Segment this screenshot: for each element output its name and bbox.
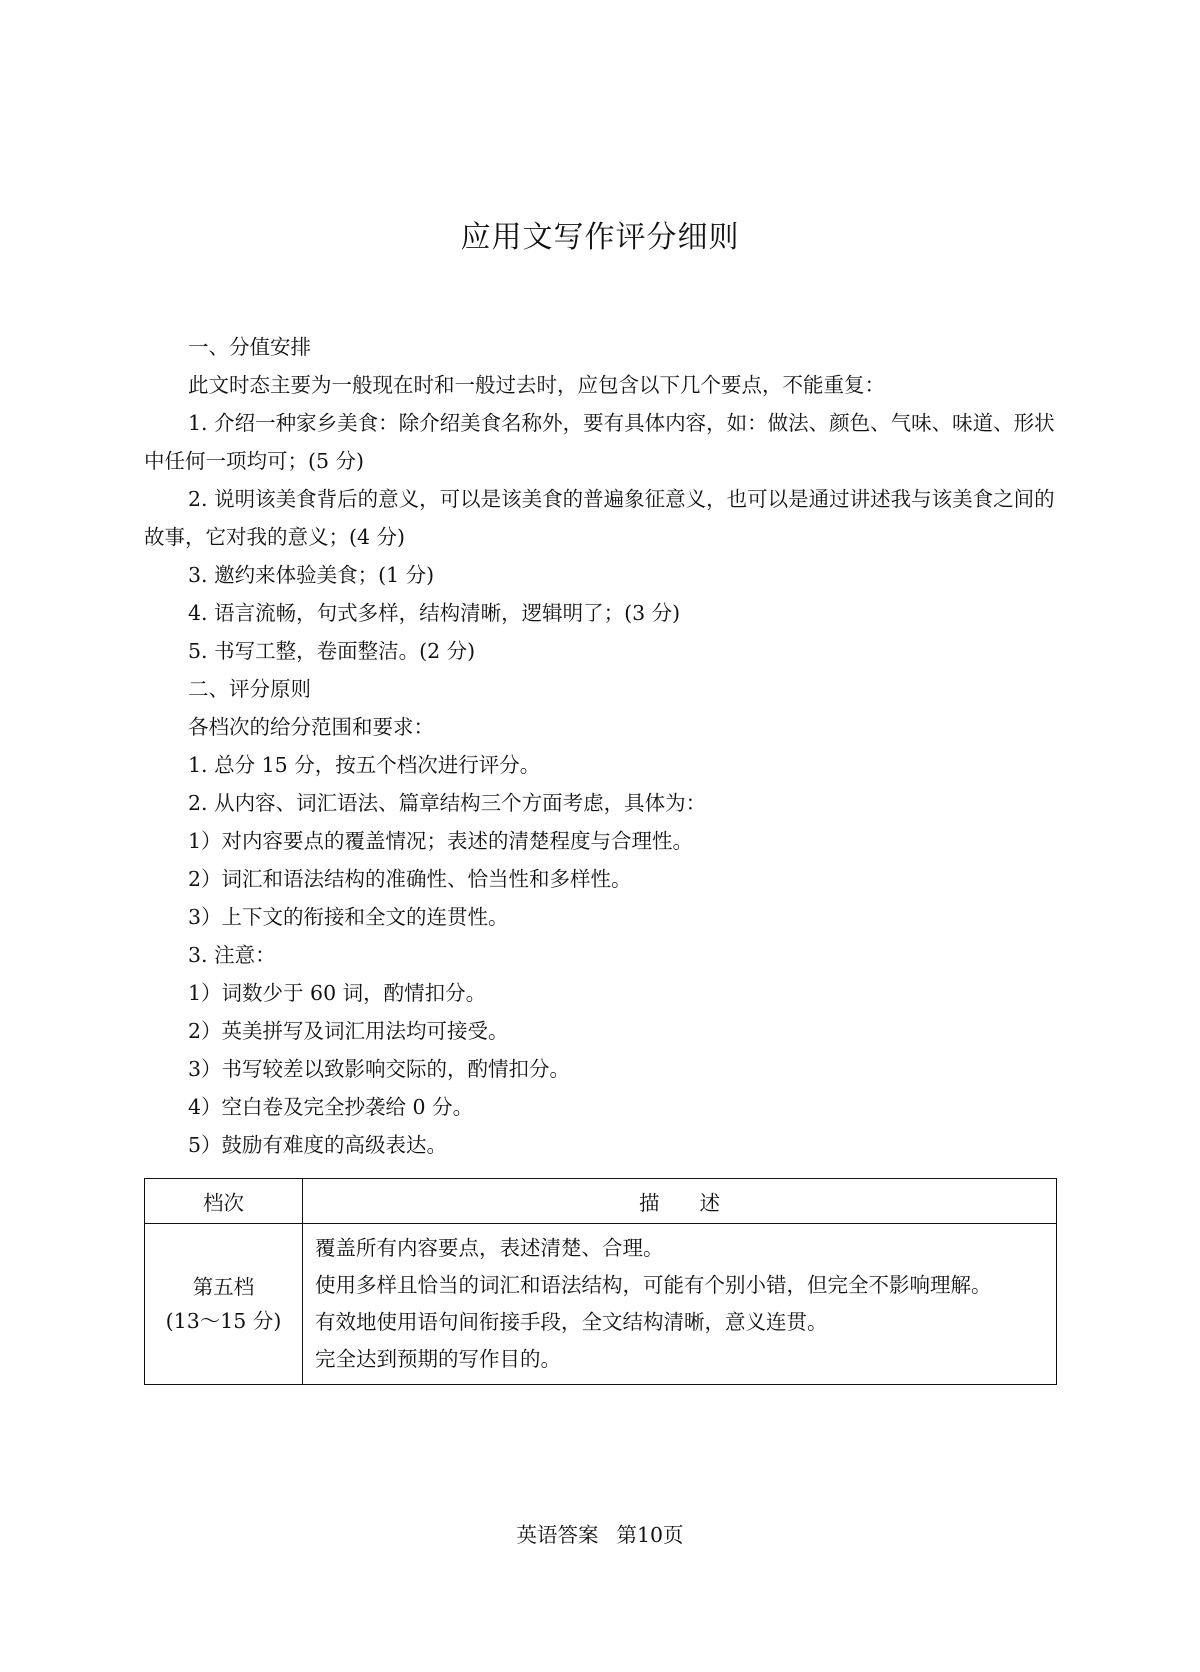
grade-description-cell — [303, 1224, 1057, 1385]
section-heading-score-allocation: 一、分值安排 — [188, 335, 311, 359]
table-header-description-text: 描述 — [639, 1191, 760, 1215]
table-header-description — [303, 1179, 1057, 1224]
page-footer — [0, 1518, 1200, 1548]
scoring-point: 4. 语言流畅，句式多样，结构清晰，逻辑明了；(3 分) — [188, 601, 681, 625]
grade-level-range: (13～15 分) — [165, 1309, 282, 1333]
table-row — [145, 1224, 1057, 1385]
scoring-point: 2. 说明该美食背后的意义，可以是该美食的普遍象征意义，也可以是通过讲述我与该美食之间的故事，它对我的意义；(4 分) — [144, 487, 1055, 549]
section-heading-scoring-principles: 二、评分原则 — [188, 677, 311, 701]
description-line: 完全达到预期的写作目的。 — [315, 1347, 561, 1371]
section-intro: 此文时态主要为一般现在时和一般过去时，应包含以下几个要点，不能重复： — [188, 373, 885, 397]
principle-subitem: 3）上下文的衔接和全文的连贯性。 — [188, 905, 509, 929]
table-header-level: 档次 — [145, 1179, 303, 1224]
grade-level-cell — [145, 1224, 303, 1385]
principle-subitem: 1）对内容要点的覆盖情况；表述的清楚程度与合理性。 — [188, 829, 694, 853]
scoring-point: 1. 介绍一种家乡美食：除介绍美食名称外，要有具体内容，如：做法、颜色、气味、味道、形状中任何一项均可；(5 分) — [144, 411, 1055, 473]
principle-item: 3. 注意： — [188, 943, 276, 967]
principle-item: 1. 总分 15 分，按五个档次进行评分。 — [188, 753, 541, 777]
principle-subitem: 2）词汇和语法结构的准确性、恰当性和多样性。 — [188, 867, 632, 891]
grade-table — [144, 1178, 1057, 1385]
rubric-content — [144, 328, 1058, 1164]
note-subitem: 3）书写较差以致影响交际的，酌情扣分。 — [188, 1057, 571, 1081]
footer-subject: 英语答案 — [516, 1523, 599, 1547]
footer-page-number: 第10页 — [616, 1523, 684, 1547]
table-header-row — [145, 1179, 1057, 1224]
principle-item: 2. 从内容、词汇语法、篇章结构三个方面考虑，具体为： — [188, 791, 707, 815]
section-intro: 各档次的给分范围和要求： — [188, 715, 434, 739]
grade-level-name: 第五档 — [192, 1275, 255, 1299]
scoring-point: 5. 书写工整，卷面整洁。(2 分) — [188, 639, 476, 663]
description-line: 有效地使用语句间衔接手段，全文结构清晰，意义连贯。 — [315, 1310, 828, 1334]
note-subitem: 2）英美拼写及词汇用法均可接受。 — [188, 1019, 509, 1043]
description-line: 使用多样且恰当的词汇和语法结构，可能有个别小错，但完全不影响理解。 — [315, 1273, 992, 1297]
page-title: 应用文写作评分细则 — [460, 220, 740, 255]
note-subitem: 5）鼓励有难度的高级表达。 — [188, 1133, 448, 1157]
description-line: 覆盖所有内容要点，表述清楚、合理。 — [315, 1236, 664, 1260]
note-subitem: 1）词数少于 60 词，酌情扣分。 — [188, 981, 487, 1005]
scoring-point: 3. 邀约来体验美食；(1 分) — [188, 563, 435, 587]
note-subitem: 4）空白卷及完全抄袭给 0 分。 — [188, 1095, 474, 1119]
